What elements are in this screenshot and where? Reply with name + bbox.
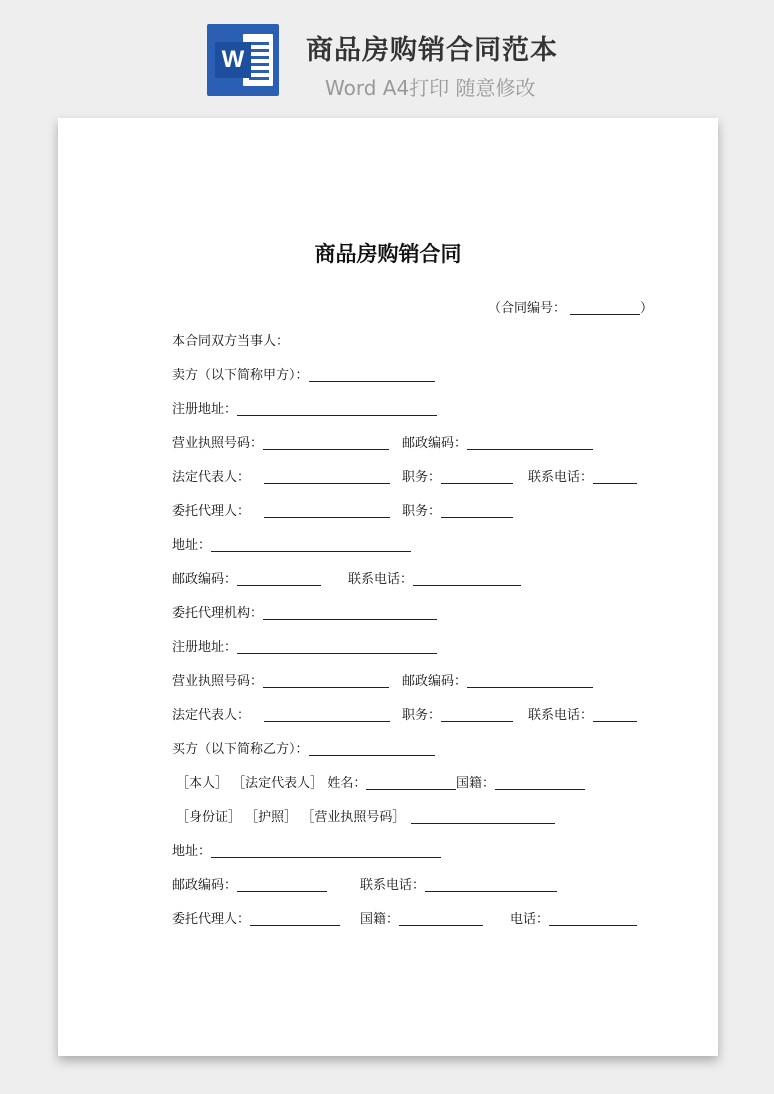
buyer-id-group [176,806,555,825]
buyer-agent-tel-field[interactable] [549,912,637,926]
buyer-agent-group [172,908,340,927]
intro-label: 本合同双方当事人： [172,334,290,349]
buyer-field[interactable] [309,742,435,756]
phone-label: 联系电话： [528,470,594,485]
agency-postcode-group [402,670,593,689]
agency-position-group [402,704,513,723]
agency-legal-rep-field[interactable] [264,708,390,722]
license-label: 营业执照号码： [172,436,264,451]
buyer-address-field[interactable] [211,844,441,858]
seller-position-group [402,466,513,485]
agency-license-group [172,670,389,689]
watermark: ​ [87,482,109,504]
seller-legal-rep-field[interactable] [264,470,390,484]
buyer-id-field[interactable] [411,810,555,824]
license-label: 营业执照号码： [172,674,264,689]
position-label: 职务： [402,470,442,485]
agency-field[interactable] [263,606,437,620]
agency-group [172,602,437,621]
legal-rep-label: 法定代表人： [172,470,251,485]
contract-number-field[interactable] [570,301,640,315]
contract-number-close: ） [640,301,654,316]
postcode-label: 邮政编码： [402,436,468,451]
document-page [58,118,718,1056]
address-label: 地址： [172,538,212,553]
id-card-option[interactable]: ［身份证］ [176,810,242,825]
banner [0,0,774,110]
seller-postcode-group [402,432,593,451]
seller-agent-group [172,500,390,519]
agency-position-field[interactable] [441,708,513,722]
buyer-postcode-field[interactable] [237,878,327,892]
seller-agent-position-group [402,500,513,519]
buyer-postcode-group [172,874,327,893]
reg-address-label: 注册地址： [172,640,238,655]
seller-contact-phone-field[interactable] [413,572,521,586]
nationality-label: 国籍： [456,776,496,791]
banner-title: 商品房购销合同范本 [306,35,558,66]
passport-option[interactable]: ［护照］ [245,810,298,825]
seller-label: 卖方（以下简称甲方）： [172,368,309,383]
buyer-name-field[interactable] [366,776,456,790]
seller-reg-address-field[interactable] [237,402,437,416]
agency-postcode-field[interactable] [467,674,593,688]
seller-license-group [172,432,389,451]
word-icon-letter: W [215,42,251,78]
self-option[interactable]: ［本人］ [176,776,229,791]
buyer-agent-nationality-field[interactable] [399,912,483,926]
buyer-agent-field[interactable] [250,912,340,926]
legal-rep-label: 法定代表人： [172,708,251,723]
agency-phone-group [528,704,637,723]
agency-legal-rep-group [172,704,390,723]
buyer-nationality-group [456,772,585,791]
position-label: 职务： [402,504,442,519]
contract-number-label: （合同编号： [488,301,567,316]
seller-address-group [172,534,411,553]
seller-contact-postcode-group [172,568,321,587]
seller-field[interactable] [309,368,435,382]
seller-field-group [172,364,435,383]
agency-reg-address-field[interactable] [237,640,437,654]
seller-contact-postcode-field[interactable] [237,572,321,586]
seller-legal-rep-group [172,466,390,485]
agency-license-field[interactable] [263,674,389,688]
license-option[interactable]: ［营业执照号码］ [301,810,406,825]
buyer-agent-nationality-group [360,908,483,927]
buyer-address-group [172,840,441,859]
buyer-group [172,738,435,757]
agent-label: 委托代理人： [172,912,251,927]
banner-subtitle: Word A4打印 随意修改 [325,76,536,100]
agency-phone-field[interactable] [593,708,637,722]
document-title: 商品房购销合同 [314,242,462,266]
position-label: 职务： [402,708,442,723]
buyer-nationality-field[interactable] [495,776,585,790]
seller-address-field[interactable] [211,538,411,552]
seller-agent-field[interactable] [264,504,390,518]
phone-label: 联系电话： [360,878,426,893]
buyer-agent-tel-group [510,908,637,927]
seller-agent-position-field[interactable] [441,504,513,518]
agent-label: 委托代理人： [172,504,251,519]
tel-label: 电话： [510,912,550,927]
postcode-label: 邮政编码： [402,674,468,689]
phone-label: 联系电话： [528,708,594,723]
postcode-label: 邮政编码： [172,878,238,893]
phone-label: 联系电话： [348,572,414,587]
buyer-phone-group [360,874,557,893]
seller-contact-phone-group [348,568,521,587]
address-label: 地址： [172,844,212,859]
seller-postcode-field[interactable] [467,436,593,450]
name-label: 姓名： [327,776,367,791]
postcode-label: 邮政编码： [172,572,238,587]
seller-license-field[interactable] [263,436,389,450]
agency-label: 委托代理机构： [172,606,264,621]
contract-number [488,297,653,316]
buyer-phone-field[interactable] [425,878,557,892]
buyer-type-group [176,772,456,791]
seller-phone-group [528,466,637,485]
word-icon [207,24,279,96]
agency-reg-address-group [172,636,437,655]
seller-position-field[interactable] [441,470,513,484]
legal-rep-option[interactable]: ［法定代表人］ [232,776,324,791]
nationality-label: 国籍： [360,912,400,927]
seller-reg-address-group [172,398,437,417]
buyer-label: 买方（以下简称乙方）： [172,742,309,757]
seller-phone-field[interactable] [593,470,637,484]
reg-address-label: 注册地址： [172,402,238,417]
